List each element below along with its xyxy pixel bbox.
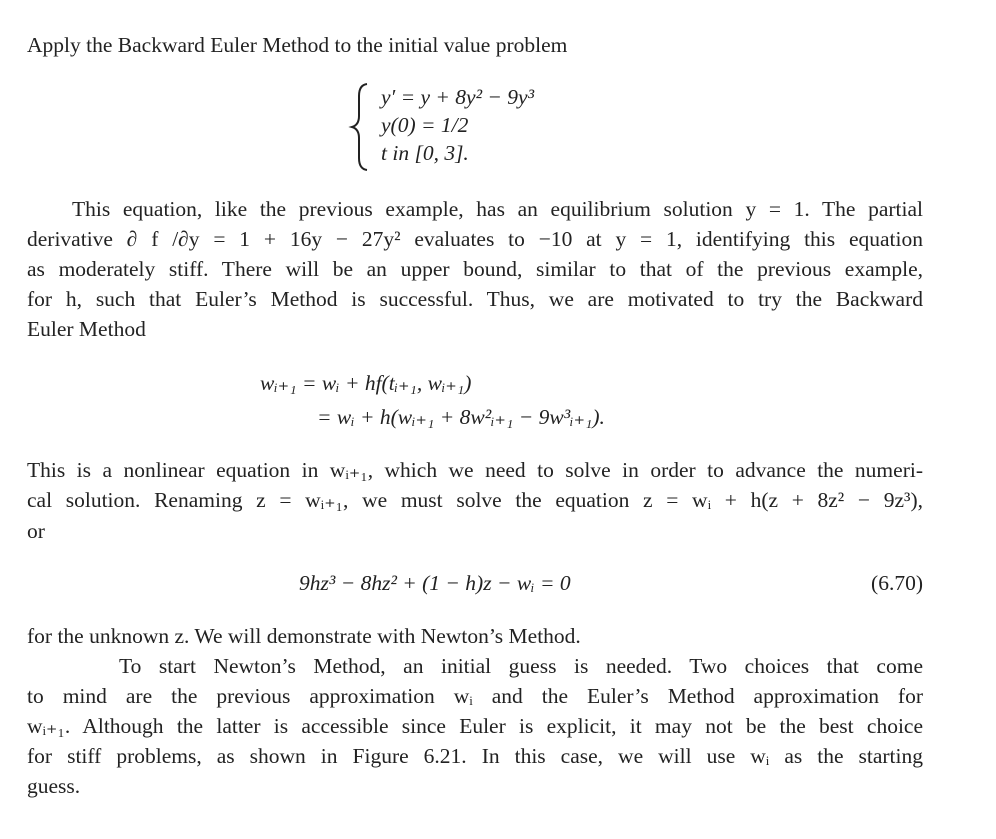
para2-line2: cal solution. Renaming z = wᵢ₊₁, we must solve the equation z = wᵢ + h(z + 8z² − 9z³), (27, 488, 923, 512)
equation-number: (6.70) (871, 571, 923, 595)
para2-line1: This is a nonlinear equation in wᵢ₊₁, which we need to solve in order to advance the numeri- (27, 458, 923, 482)
para1-line5: Euler Method (27, 317, 146, 341)
para4-line5: guess. (27, 774, 81, 798)
para3-line: for the unknown z. We will demonstrate with Newton’s Method. (27, 624, 581, 648)
para4-line4: for stiff problems, as shown in Figure 6.21. In this case, we will use wᵢ as the starting (27, 744, 923, 768)
para4-line1: To start Newton’s Method, an initial guess is needed. Two choices that come (119, 654, 923, 678)
ivp-initial-condition: y(0) = 1/2 (381, 113, 469, 137)
backward-euler-line2: = wᵢ + h(wᵢ₊₁ + 8w²ᵢ₊₁ − 9w³ᵢ₊₁). (317, 405, 605, 429)
ivp-ode: y′ = y + 8y² − 9y³ (381, 85, 535, 109)
para1-line4: for h, such that Euler’s Method is successful. Thus, we are motivated to try the Backward (27, 287, 923, 311)
para4-line3: wᵢ₊₁. Although the latter is accessible since Euler is explicit, it may not be the best choice (27, 714, 923, 738)
intro-text: Apply the Backward Euler Method to the initial value problem (27, 33, 568, 57)
backward-euler-line1: wᵢ₊₁ = wᵢ + hf(tᵢ₊₁, wᵢ₊₁) (260, 371, 472, 395)
left-brace-icon (345, 82, 375, 172)
para2-line3: or (27, 519, 45, 543)
ivp-interval: t in [0, 3]. (381, 141, 469, 165)
equation-670: 9hz³ − 8hz² + (1 − h)z − wᵢ = 0 (299, 571, 571, 595)
para1-line3: as moderately stiff. There will be an upper bound, similar to that of the previous example, (27, 257, 923, 281)
para1-line1: This equation, like the previous example, has an equilibrium solution y = 1. The partial (72, 197, 923, 221)
para1-line2: derivative ∂ f /∂y = 1 + 16y − 27y² evaluates to −10 at y = 1, identifying this equation (27, 227, 923, 251)
para4-line2: to mind are the previous approximation wᵢ and the Euler’s Method approximation for (27, 684, 923, 708)
